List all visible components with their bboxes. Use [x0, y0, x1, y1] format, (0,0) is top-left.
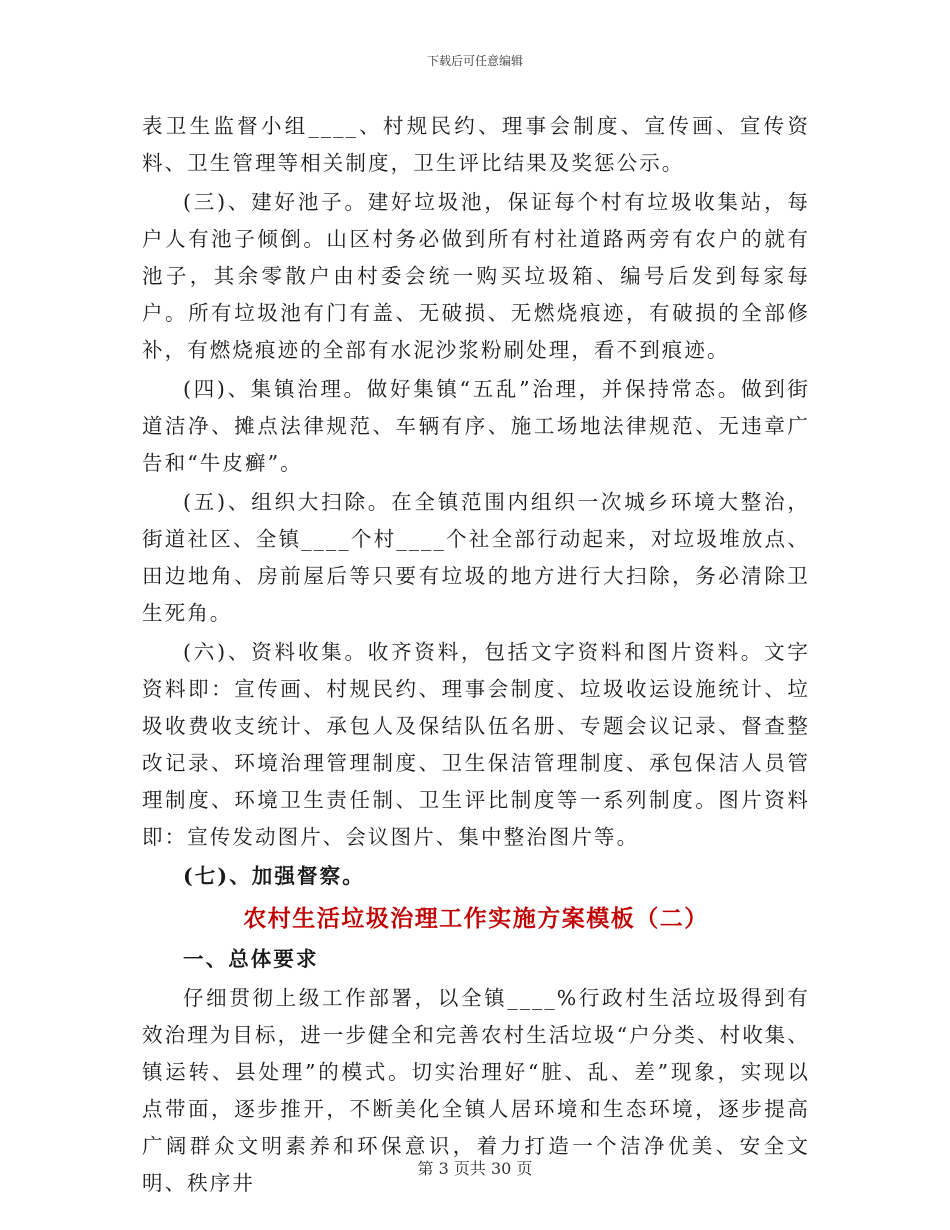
page-footer: 第 3 页共 30 页: [417, 1159, 533, 1178]
paragraph-section-5: (五)、组织大扫除。在全镇范围内组织一次城乡环境大整治，街道社区、全镇____个村____个社全部行动起来，对垃圾堆放点、田边地角、房前屋后等只要有垃圾的地方进行大扫除，务必清除卫生死角。: [142, 490, 810, 625]
document-body: [142, 108, 810, 1202]
paragraph-section-4: (四)、集镇治理。做好集镇“五乱”治理，并保持常态。做到街道洁净、摊点法律规范、车辆有序、施工场地法律规范、无违章广告和“牛皮癣”。: [142, 377, 810, 475]
section-title: 农村生活垃圾治理工作实施方案模板（二）: [243, 905, 709, 932]
paragraph-section-7: (七)、加强督察。: [183, 864, 365, 888]
subheading-general-requirements: 一、总体要求: [183, 947, 319, 971]
page-header: 下载后可任意编辑: [426, 54, 523, 68]
paragraph-continuation: 表卫生监督小组____、村规民约、理事会制度、宣传画、宣传资料、卫生管理等相关制度，卫生评比结果及奖惩公示。: [142, 114, 810, 175]
paragraph-section-3: (三)、建好池子。建好垃圾池，保证每个村有垃圾收集站，每户人有池子倾倒。山区村务必做到所有村社道路两旁有农户的就有池子，其余零散户由村委会统一购买垃圾箱、编号后发到每家每户。所有垃圾池有门有盖、无破损、无燃烧痕迹，有破损的全部修补，有燃烧痕迹的全部有水泥沙浆粉刷处理，看不到痕迹。: [142, 190, 810, 362]
paragraph-general-requirements: 仔细贯彻上级工作部署，以全镇____%行政村生活垃圾得到有效治理为目标，进一步健全和完善农村生活垃圾“户分类、村收集、镇运转、县处理”的模式。切实治理好“脏、乱、差”现象，实现以点带面，逐步推开，不断美化全镇人居环境和生态环境，逐步提高广阔群众文明素养和环保意识，着力打造一个洁净优美、安全文明、秩序井: [142, 986, 810, 1195]
paragraph-section-6: (六)、资料收集。收齐资料，包括文字资料和图片资料。文字资料即：宣传画、村规民约、理事会制度、垃圾收运设施统计、垃圾收费收支统计、承包人及保结队伍名册、专题会议记录、督查整改记录、环境治理管理制度、卫生保洁管理制度、承包保洁人员管理制度、环境卫生责任制、卫生评比制度等一系列制度。图片资料即：宣传发动图片、会议图片、集中整治图片等。: [142, 640, 810, 849]
